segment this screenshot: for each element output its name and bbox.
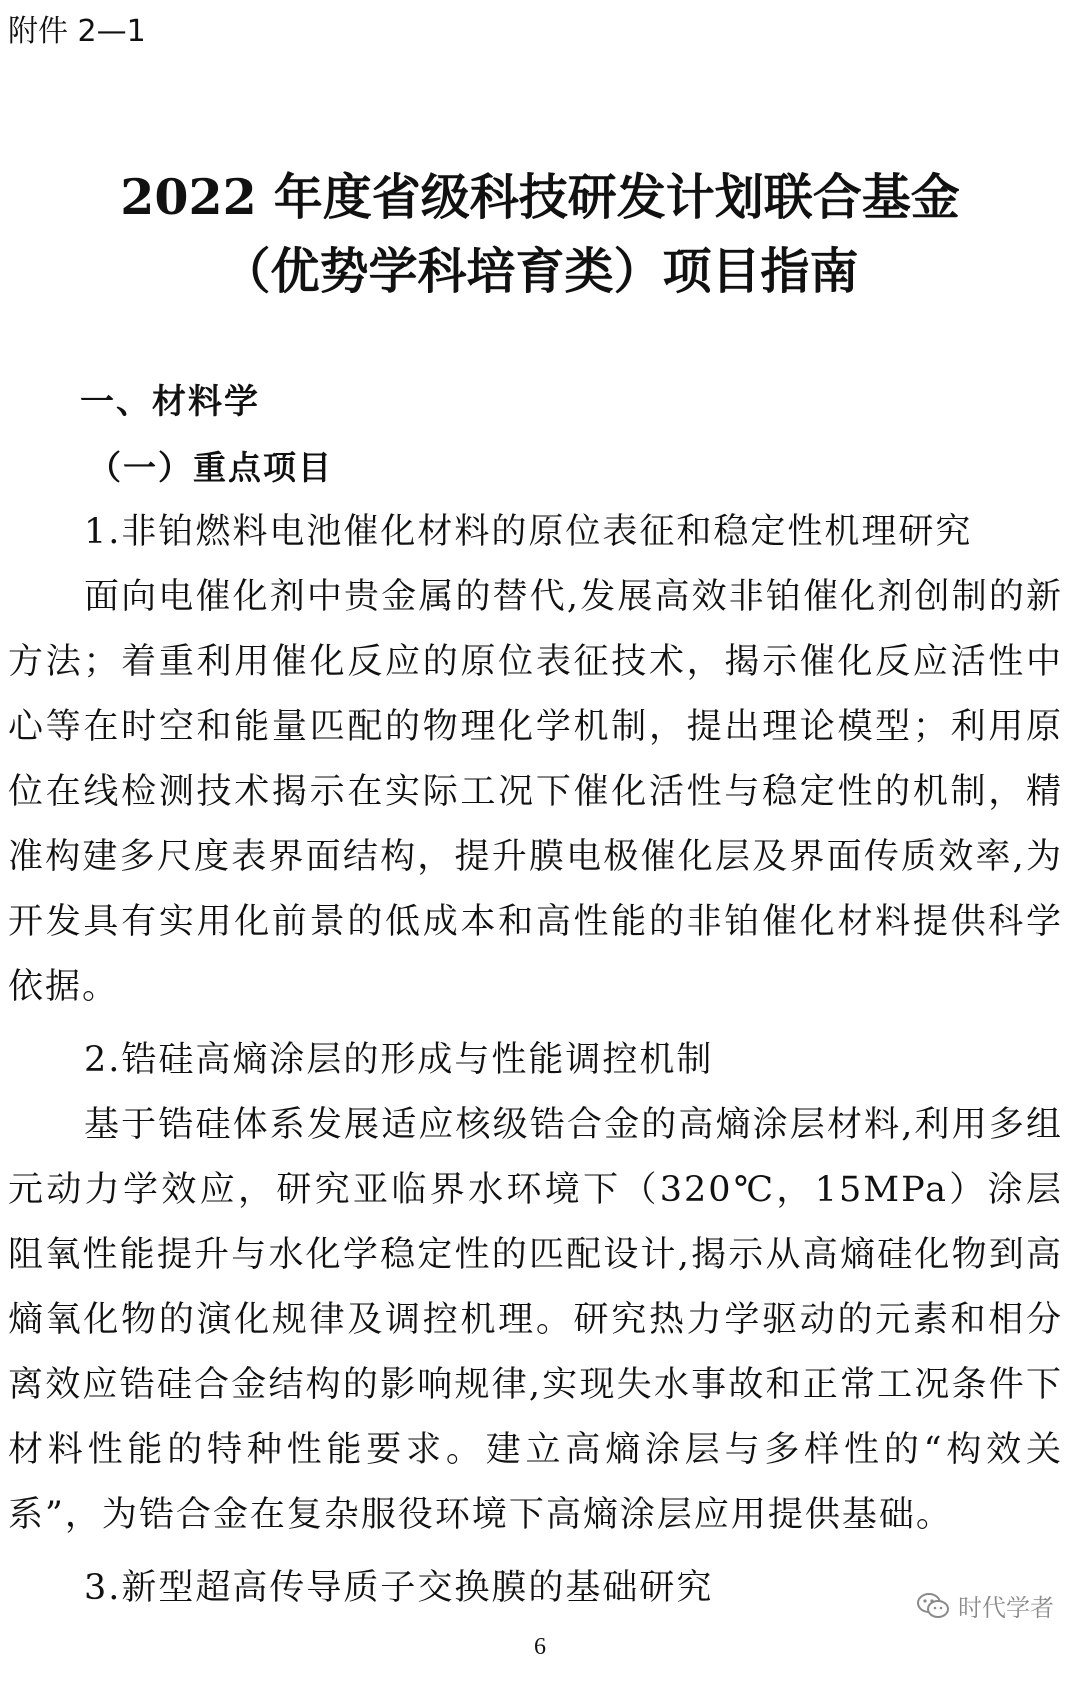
section-heading: 一、材料学 xyxy=(80,382,260,422)
attachment-label: 附件 2—1 xyxy=(8,14,146,49)
document-title xyxy=(0,160,1080,308)
wechat-icon xyxy=(916,1592,950,1620)
item-title-1: 1.非铂燃料电池催化材料的原位表征和稳定性机理研究 xyxy=(84,512,973,552)
watermark xyxy=(916,1588,1054,1623)
title-line-1: 2022 年度省级科技研发计划联合基金 xyxy=(120,168,960,226)
watermark-text: 时代学者 xyxy=(958,1594,1054,1622)
item-title-3: 3.新型超高传导质子交换膜的基础研究 xyxy=(84,1568,714,1608)
item-paragraph-2: 基于锆硅体系发展适应核级锆合金的高熵涂层材料,利用多组元动力学效应，研究亚临界水环境下（320℃，15MPa）涂层阻氧性能提升与水化学稳定性的匹配设计,揭示从高熵硅化物到高熵氧化物的演化规律及调控机理。研究热力学驱动的元素和相分离效应锆硅合金结构的影响规律,实现失水事故和正常工况条件下材料性能的特种性能要求。建立高熵涂层与多样性的“构效关系”，为锆合金在复杂服役环境下高熵涂层应用提供基础。 xyxy=(8,1105,1063,1535)
document-body xyxy=(8,370,1063,1621)
item-title-2: 2.锆硅高熵涂层的形成与性能调控机制 xyxy=(84,1040,714,1080)
page-number: 6 xyxy=(534,1634,546,1660)
title-line-2: （优势学科培育类）项目指南 xyxy=(221,242,859,300)
subsection-heading: （一）重点项目 xyxy=(88,448,333,487)
item-paragraph-1: 面向电催化剂中贵金属的替代,发展高效非铂催化剂创制的新方法；着重利用催化反应的原位表征技术，揭示催化反应活性中心等在时空和能量匹配的物理化学机制，提出理论模型；利用原位在线检测技术揭示在实际工况下催化活性与稳定性的机制，精准构建多尺度表界面结构，提升膜电极催化层及界面传质效率,为开发具有实用化前景的低成本和高性能的非铂催化材料提供科学依据。 xyxy=(8,577,1063,1007)
